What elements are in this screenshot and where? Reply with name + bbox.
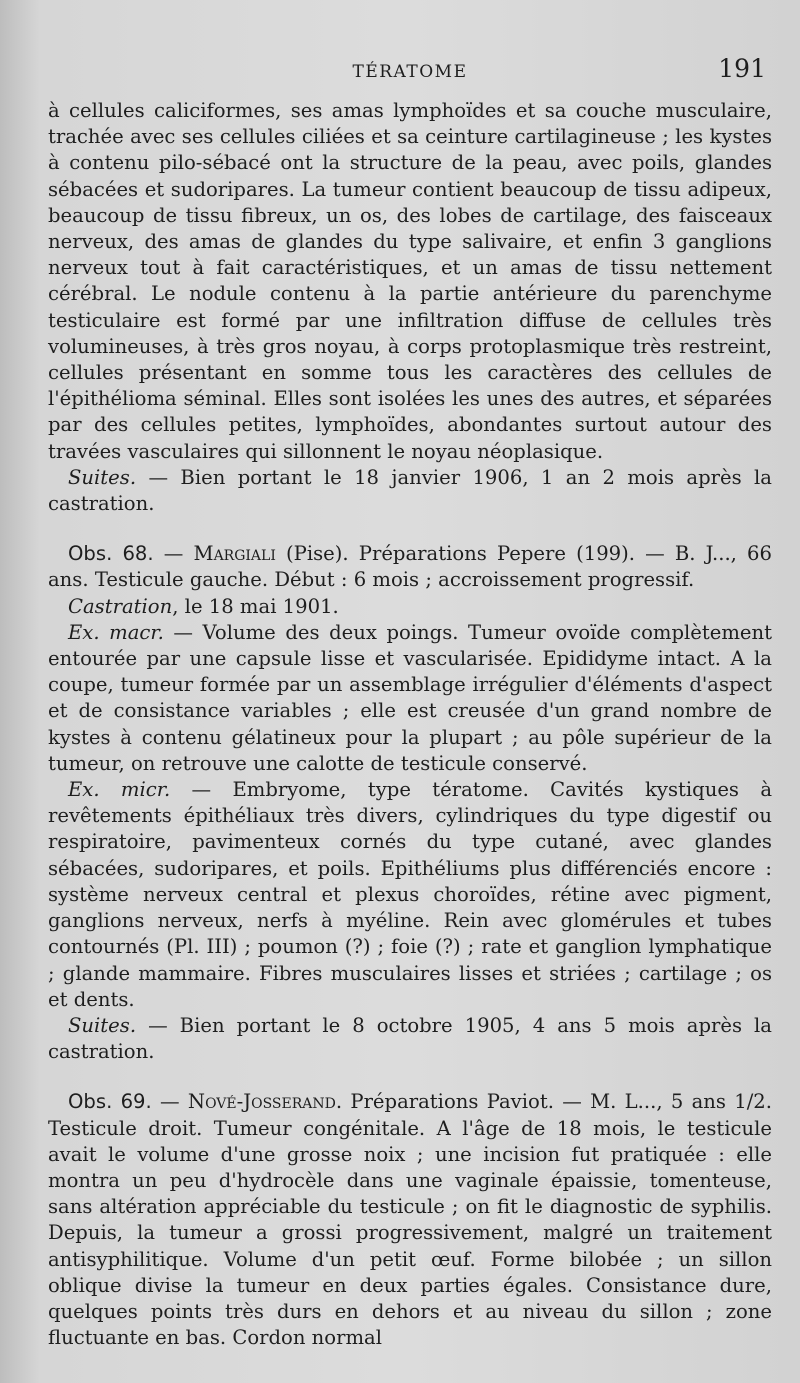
- observation-69-paragraph: [48, 1089, 772, 1351]
- page-header: [48, 54, 772, 98]
- page-number: 191: [718, 54, 766, 83]
- running-title: TÉRATOME: [352, 62, 468, 82]
- obs-68-label: Obs. 68.: [68, 542, 154, 566]
- ex-micr-text: — Embryome, type tératome. Cavités kystiques à revêtements épithéliaux très divers, cylindriques du type digestif ou respiratoire, pavimenteux cornés du type cutané, avec glandes sébacées, sudoripares, et poils. Epithéliums plus différenciés encore : système nerveux central et plexus choroïdes, rétine avec pigment, ganglions nerveux, nerfs à myéline. Rein avec glomérules et tubes contournés (Pl. III) ; poumon (?) ; foie (?) ; rate et ganglion lymphatique ; glande mammaire. Fibres musculaires lisses et striées ; cartilage ; os et dents.: [48, 778, 773, 1011]
- obs-69-author: Nové-Josserand: [187, 1090, 336, 1114]
- ex-macr-text: — Volume des deux poings. Tumeur ovoïde complètement entourée par une capsule lisse et vascularisée. Epididyme intact. A la coupe, tumeur formée par un assemblage irrégulier d'éléments d'aspect et de consistance variables ; elle est creusée d'un grand nombre de kystes à contenu gélatineux pour la plupart ; au pôle supérieur de la tumeur, on retrouve une calotte de testicule conservé.: [48, 620, 772, 775]
- paragraph-suites-68: [48, 1013, 772, 1065]
- obs-68-details: (Pise). Préparations Pepere (199). — B. J..., 66 ans. Testicule gauche. Début : 6 mois ; accroissement progressif.: [48, 542, 772, 592]
- suites-68-text: — Bien portant le 8 octobre 1905, 4 ans 5 mois après la castration.: [48, 1013, 772, 1064]
- castration-text: , le 18 mai 1901.: [172, 594, 339, 618]
- paragraph-suites: [48, 465, 772, 517]
- paragraph-castration: [48, 594, 772, 620]
- body-text: [48, 98, 772, 1351]
- ex-micr-label: Ex. micr.: [68, 778, 171, 802]
- paragraph-ex-macr: [48, 620, 772, 777]
- obs-68-dash: —: [153, 542, 194, 566]
- obs-69-label: Obs. 69.: [68, 1090, 152, 1114]
- suites-label: Suites.: [68, 465, 137, 489]
- paragraph-ex-micr: [48, 777, 772, 1013]
- obs-69-details: . Préparations Paviot. — M. L..., 5 ans 1/2. Testicule droit. Tumeur congénitale. A l'âge de 18 mois, le testicule avait le volume d'une grosse noix ; une incision fut pratiquée : elle montra un peu d'hydrocèle dans une vaginale épaissie, tomenteuse, sans altération appréciable du testicule ; on fit le diagnostic de syphilis. Depuis, la tumeur a grossi progressivement, malgré un traitement antisyphilitique. Volume d'un petit œuf. Forme bilobée ; un sillon oblique divise la tumeur en deux parties égales. Consistance dure, quelques points très durs en dehors et au niveau du sillon ; zone fluctuante en bas. Cordon normal: [48, 1090, 773, 1350]
- ex-macr-label: Ex. macr.: [68, 620, 164, 644]
- observation-68-heading: [48, 541, 772, 593]
- castration-label: Castration: [68, 594, 173, 618]
- paragraph-continued: à cellules caliciformes, ses amas lymphoïdes et sa couche musculaire, trachée avec ses cellules ciliées et sa ceinture cartilagineuse ; les kystes à contenu pilo-sébacé ont la structure de la peau, avec poils, glandes sébacées et sudoripares. La tumeur contient beaucoup de tissu adipeux, beaucoup de tissu fibreux, un os, des lobes de cartilage, des faisceaux nerveux, des amas de glandes du type salivaire, et enfin 3 ganglions nerveux tout à fait caractéristiques, et un amas de tissu nettement cérébral. Le nodule contenu à la partie antérieure du parenchyme testiculaire est formé par une infiltration diffuse de cellules très volumineuses, à très gros noyau, à corps protoplasmique très restreint, cellules présentant en somme tous les caractères des cellules de l'épithélioma séminal. Elles sont isolées les unes des autres, et séparées par des cellules petites, lymphoïdes, abondantes surtout autour des travées vasculaires qui sillonnent le noyau néoplasique.: [48, 99, 772, 463]
- obs-68-author: Margiali: [193, 542, 276, 566]
- obs-69-dash: —: [151, 1090, 188, 1114]
- suites-68-label: Suites.: [68, 1013, 137, 1037]
- suites-text: — Bien portant le 18 janvier 1906, 1 an 2 mois après la castration.: [48, 465, 772, 516]
